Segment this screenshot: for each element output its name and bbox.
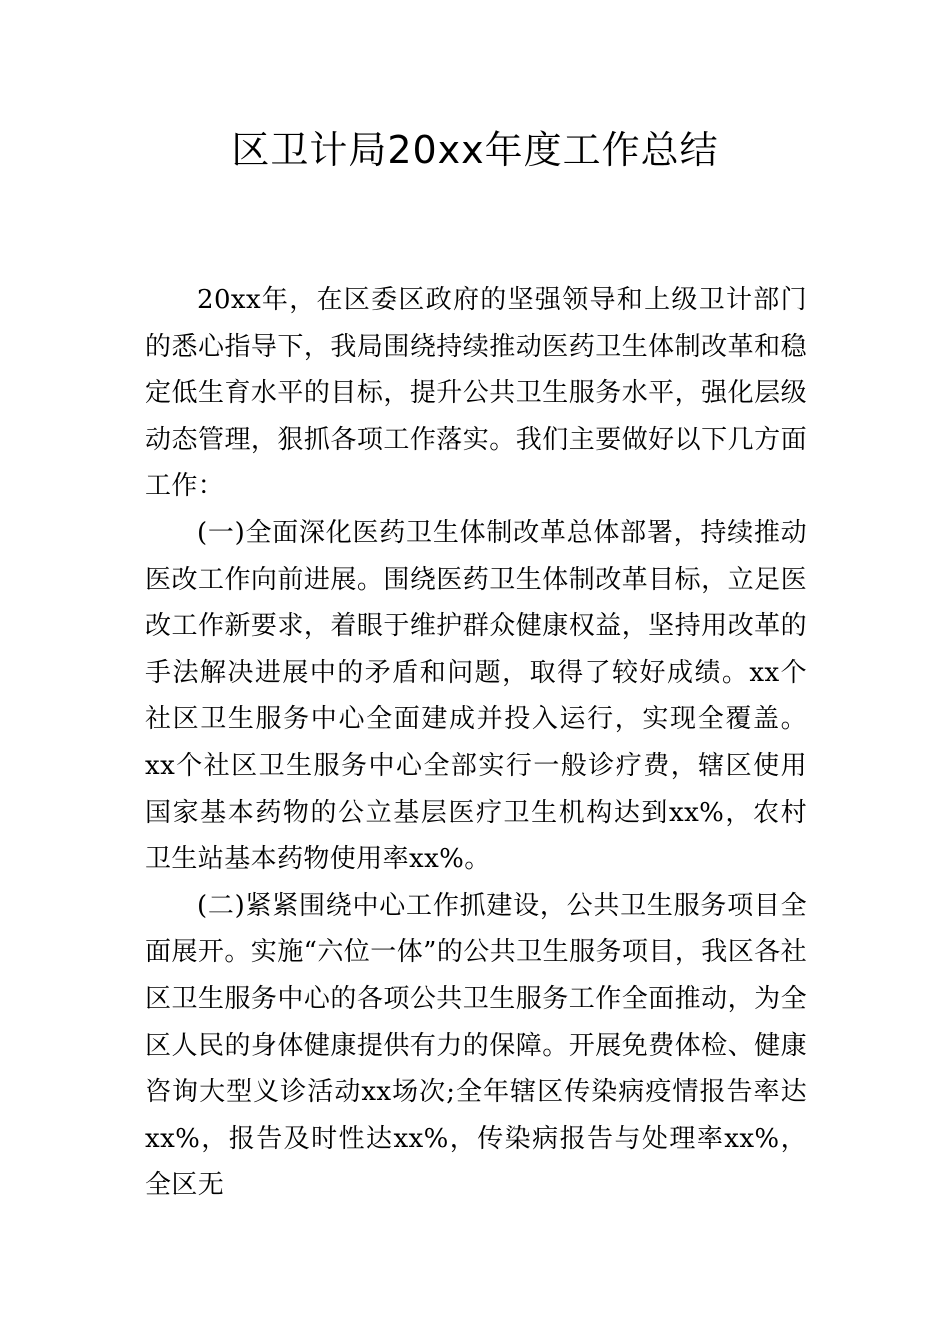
document-body (145, 277, 807, 1209)
paragraph-intro: 20xx年，在区委区政府的坚强领导和上级卫计部门的悉心指导下，我局围绕持续推动医药卫生体制改革和稳定低生育水平的目标，提升公共卫生服务水平，强化层级动态管理，狠抓各项工作落实。我们主要做好以下几方面工作： (145, 285, 807, 502)
paragraph-section-2: (二)紧紧围绕中心工作抓建设，公共卫生服务项目全面展开。实施“六位一体”的公共卫生服务项目，我区各社区卫生服务中心的各项公共卫生服务工作全面推动，为全区人民的身体健康提供有力的保障。开展免费体检、健康咨询大型义诊活动xx场次;全年辖区传染病疫情报告率达xx%，报告及时性达xx%，传染病报告与处理率xx%，全区无 (145, 890, 807, 1201)
document-title: 区卫计局20xx年度工作总结 (231, 128, 719, 172)
paragraph-section-1: (一)全面深化医药卫生体制改革总体部署，持续推动医改工作向前进展。围绕医药卫生体制改革目标，立足医改工作新要求，着眼于维护群众健康权益，坚持用改革的手法解决进展中的矛盾和问题，取得了较好成绩。xx个社区卫生服务中心全面建成并投入运行，实现全覆盖。xx个社区卫生服务中心全部实行一般诊疗费，辖区使用国家基本药物的公立基层医疗卫生机构达到xx%，农村卫生站基本药物使用率xx%。 (145, 517, 807, 875)
